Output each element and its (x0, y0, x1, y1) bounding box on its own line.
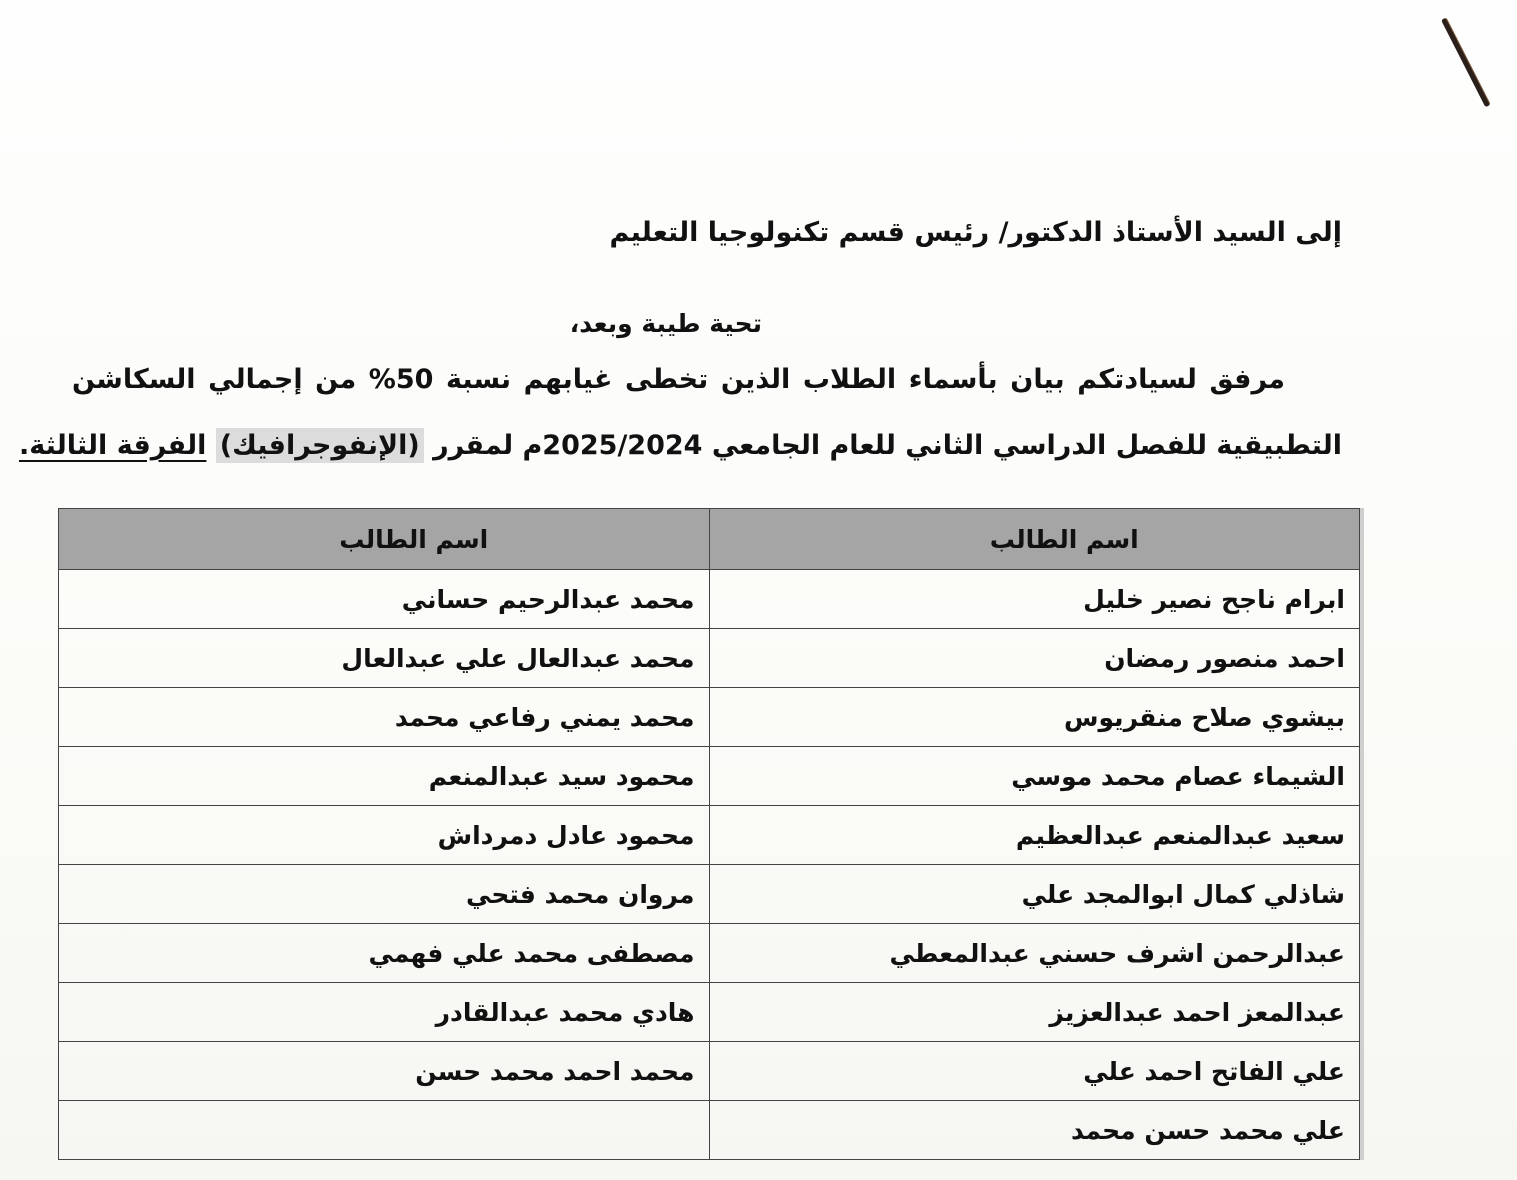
pen-stroke-mark (1441, 18, 1490, 108)
table-header-row (59, 509, 1360, 570)
table-edge-shadow (1360, 508, 1364, 1160)
student-name-cell: علي الفاتح احمد علي (709, 1042, 1360, 1101)
student-name-cell: احمد منصور رمضان (709, 629, 1360, 688)
student-name-cell: محمد عبدالعال علي عبدالعال (59, 629, 710, 688)
header-student-name-left: اسم الطالب (59, 509, 710, 570)
student-name-cell: سعيد عبدالمنعم عبدالعظيم (709, 806, 1360, 865)
student-name-cell: ابرام ناجح نصير خليل (709, 570, 1360, 629)
addressee-line: إلى السيد الأستاذ الدكتور/ رئيس قسم تكنولوجيا التعليم (609, 217, 1342, 248)
student-name-cell: بيشوي صلاح منقريوس (709, 688, 1360, 747)
table-row (59, 924, 1360, 983)
table-row (59, 570, 1360, 629)
student-name-cell: الشيماء عصام محمد موسي (709, 747, 1360, 806)
student-name-cell: محمد عبدالرحيم حساني (59, 570, 710, 629)
table-row (59, 1042, 1360, 1101)
student-name-cell: عبدالمعز احمد عبدالعزيز (709, 983, 1360, 1042)
students-table (58, 508, 1360, 1160)
header-student-name-right: اسم الطالب (709, 509, 1360, 570)
table-row (59, 747, 1360, 806)
student-name-cell: مصطفى محمد علي فهمي (59, 924, 710, 983)
table-row (59, 865, 1360, 924)
table-row (59, 629, 1360, 688)
student-name-cell: علي محمد حسن محمد (709, 1101, 1360, 1160)
student-name-cell: مروان محمد فتحي (59, 865, 710, 924)
student-name-cell: محمد احمد محمد حسن (59, 1042, 710, 1101)
table-row (59, 806, 1360, 865)
table-row (59, 688, 1360, 747)
table-row (59, 1101, 1360, 1160)
course-name-highlight: (الإنفوجرافيك) (216, 428, 424, 463)
student-name-cell: هادي محمد عبدالقادر (59, 983, 710, 1042)
student-name-cell: محمود عادل دمرداش (59, 806, 710, 865)
body-line-2 (19, 426, 1342, 466)
body-line-1: مرفق لسيادتكم بيان بأسماء الطلاب الذين تخطى غيابهم نسبة 50% من إجمالي السكاشن (72, 364, 1285, 395)
student-name-cell: محمود سيد عبدالمنعم (59, 747, 710, 806)
student-name-cell: عبدالرحمن اشرف حسني عبدالمعطي (709, 924, 1360, 983)
year-label: الفرقة الثالثة. (18, 430, 207, 461)
empty-name-cell (59, 1101, 710, 1160)
body-line-2-prefix: التطبيقية للفصل الدراسي الثاني للعام الجامعي 2025/2024م لمقرر (423, 430, 1342, 461)
student-name-cell: شاذلي كمال ابوالمجد علي (709, 865, 1360, 924)
student-name-cell: محمد يمني رفاعي محمد (59, 688, 710, 747)
greeting-line: تحية طيبة وبعد، (569, 309, 762, 338)
table-row (59, 983, 1360, 1042)
